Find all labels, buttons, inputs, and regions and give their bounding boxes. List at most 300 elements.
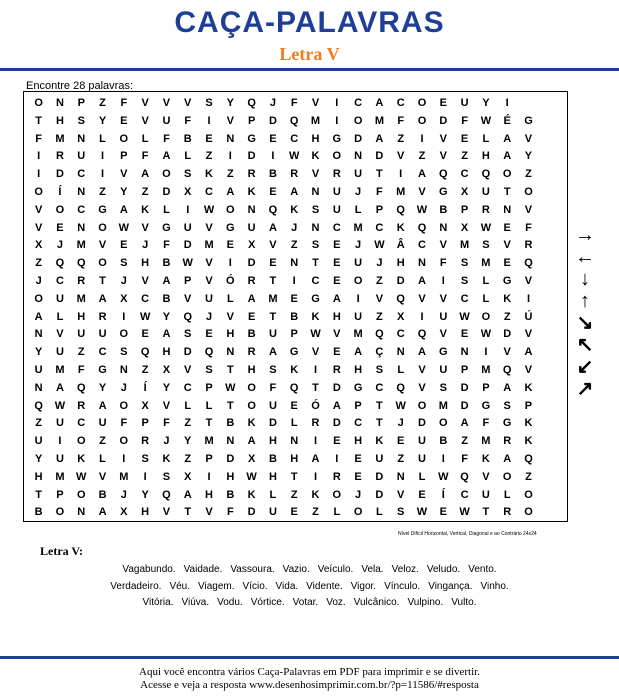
- grid-cell[interactable]: Z: [35, 257, 43, 270]
- grid-cell[interactable]: U: [268, 399, 277, 412]
- grid-cell[interactable]: S: [162, 470, 171, 483]
- grid-cell[interactable]: G: [332, 132, 342, 145]
- grid-cell[interactable]: I: [420, 132, 424, 145]
- grid-cell[interactable]: X: [184, 470, 192, 483]
- grid-cell[interactable]: R: [311, 417, 320, 430]
- grid-cell[interactable]: D: [418, 417, 426, 430]
- grid-cell[interactable]: D: [247, 506, 256, 519]
- grid-cell[interactable]: A: [311, 452, 320, 465]
- grid-cell[interactable]: E: [120, 239, 128, 252]
- grid-cell[interactable]: E: [503, 221, 511, 234]
- grid-cell[interactable]: B: [247, 328, 256, 341]
- grid-cell[interactable]: N: [311, 185, 320, 198]
- grid-cell[interactable]: V: [418, 292, 426, 305]
- grid-cell[interactable]: Y: [482, 97, 490, 109]
- grid-cell[interactable]: U: [354, 257, 363, 270]
- grid-cell[interactable]: E: [333, 346, 341, 359]
- grid-cell[interactable]: M: [481, 257, 491, 270]
- grid-cell[interactable]: K: [205, 168, 213, 181]
- grid-cell[interactable]: A: [98, 399, 107, 412]
- grid-cell[interactable]: N: [418, 257, 426, 270]
- grid-cell[interactable]: N: [77, 506, 86, 519]
- grid-cell[interactable]: M: [481, 363, 491, 376]
- grid-cell[interactable]: M: [353, 221, 363, 234]
- grid-cell[interactable]: A: [268, 221, 277, 234]
- grid-cell[interactable]: D: [183, 346, 192, 359]
- grid-cell[interactable]: M: [119, 470, 129, 483]
- grid-cell[interactable]: O: [119, 132, 129, 145]
- grid-cell[interactable]: J: [376, 257, 383, 270]
- grid-cell[interactable]: A: [162, 328, 171, 341]
- grid-cell[interactable]: E: [333, 274, 341, 287]
- grid-cell[interactable]: V: [162, 399, 171, 412]
- grid-cell[interactable]: Y: [98, 114, 107, 127]
- grid-cell[interactable]: N: [396, 346, 405, 359]
- grid-cell[interactable]: S: [460, 274, 469, 287]
- grid-cell[interactable]: D: [183, 239, 192, 252]
- grid-cell[interactable]: E: [269, 257, 277, 270]
- grid-cell[interactable]: W: [139, 310, 151, 323]
- grid-cell[interactable]: I: [101, 168, 105, 181]
- grid-cell[interactable]: E: [269, 185, 277, 198]
- grid-cell[interactable]: S: [375, 363, 384, 376]
- grid-cell[interactable]: L: [163, 203, 170, 216]
- grid-cell[interactable]: B: [290, 310, 299, 323]
- grid-cell[interactable]: Z: [461, 150, 468, 163]
- grid-cell[interactable]: V: [524, 328, 533, 341]
- grid-cell[interactable]: I: [101, 150, 105, 163]
- grid-cell[interactable]: W: [480, 328, 492, 341]
- grid-cell[interactable]: T: [226, 363, 234, 376]
- grid-cell[interactable]: L: [99, 132, 106, 145]
- grid-cell[interactable]: X: [247, 239, 256, 252]
- grid-cell[interactable]: G: [162, 221, 171, 234]
- grid-cell[interactable]: F: [77, 363, 85, 376]
- grid-cell[interactable]: S: [269, 363, 277, 376]
- grid-cell[interactable]: V: [418, 363, 426, 376]
- grid-cell[interactable]: L: [56, 310, 64, 323]
- grid-cell[interactable]: U: [439, 363, 448, 376]
- grid-cell[interactable]: N: [460, 346, 469, 359]
- grid-cell[interactable]: F: [141, 150, 149, 163]
- grid-cell[interactable]: I: [143, 470, 147, 483]
- grid-cell[interactable]: E: [205, 328, 213, 341]
- grid-cell[interactable]: W: [459, 310, 470, 323]
- grid-cell[interactable]: O: [34, 185, 43, 198]
- grid-cell[interactable]: U: [354, 310, 363, 323]
- grid-cell[interactable]: V: [98, 239, 107, 252]
- grid-cell[interactable]: O: [119, 328, 129, 341]
- grid-cell[interactable]: T: [205, 417, 213, 430]
- grid-cell[interactable]: Q: [183, 310, 192, 323]
- grid-cell[interactable]: G: [439, 185, 448, 198]
- grid-cell[interactable]: H: [268, 435, 277, 448]
- grid-cell[interactable]: V: [311, 97, 320, 109]
- grid-cell[interactable]: X: [141, 399, 149, 412]
- grid-cell[interactable]: Z: [99, 185, 106, 198]
- grid-cell[interactable]: E: [333, 435, 341, 448]
- grid-cell[interactable]: O: [353, 506, 363, 519]
- grid-cell[interactable]: G: [98, 203, 107, 216]
- grid-cell[interactable]: D: [439, 114, 448, 127]
- grid-cell[interactable]: A: [418, 168, 426, 181]
- grid-cell[interactable]: I: [420, 310, 424, 323]
- grid-cell[interactable]: G: [289, 346, 299, 359]
- grid-cell[interactable]: B: [226, 488, 235, 501]
- grid-cell[interactable]: N: [55, 97, 64, 109]
- grid-cell[interactable]: P: [354, 399, 362, 412]
- grid-cell[interactable]: C: [205, 185, 213, 198]
- grid-cell[interactable]: U: [332, 185, 341, 198]
- grid-cell[interactable]: T: [269, 274, 277, 287]
- grid-cell[interactable]: Y: [141, 488, 149, 501]
- grid-cell[interactable]: X: [247, 452, 256, 465]
- grid-cell[interactable]: M: [460, 239, 470, 252]
- grid-cell[interactable]: C: [375, 381, 384, 394]
- grid-cell[interactable]: U: [268, 328, 277, 341]
- grid-cell[interactable]: F: [376, 185, 383, 198]
- grid-cell[interactable]: L: [226, 292, 234, 305]
- grid-cell[interactable]: Y: [34, 452, 43, 465]
- grid-cell[interactable]: J: [120, 381, 127, 394]
- grid-cell[interactable]: A: [98, 292, 107, 305]
- grid-cell[interactable]: Q: [396, 203, 405, 216]
- grid-cell[interactable]: I: [122, 452, 126, 465]
- grid-cell[interactable]: K: [524, 381, 533, 394]
- grid-cell[interactable]: E: [333, 257, 341, 270]
- grid-cell[interactable]: L: [482, 274, 490, 287]
- grid-cell[interactable]: I: [37, 168, 41, 181]
- grid-cell[interactable]: E: [460, 328, 469, 341]
- grid-cell[interactable]: Z: [184, 452, 192, 465]
- grid-cell[interactable]: J: [56, 239, 63, 252]
- grid-cell[interactable]: N: [503, 203, 512, 216]
- grid-cell[interactable]: V: [524, 274, 533, 287]
- grid-cell[interactable]: S: [311, 239, 320, 252]
- grid-cell[interactable]: C: [77, 203, 86, 216]
- grid-cell[interactable]: G: [226, 221, 235, 234]
- grid-cell[interactable]: T: [290, 470, 298, 483]
- grid-cell[interactable]: P: [460, 363, 469, 376]
- grid-cell[interactable]: F: [439, 257, 447, 270]
- grid-cell[interactable]: Y: [226, 97, 234, 109]
- grid-cell[interactable]: I: [313, 363, 318, 376]
- grid-cell[interactable]: O: [76, 488, 86, 501]
- grid-cell[interactable]: D: [55, 168, 64, 181]
- grid-cell[interactable]: O: [439, 417, 448, 430]
- grid-cell[interactable]: U: [354, 168, 363, 181]
- grid-cell[interactable]: W: [76, 470, 87, 483]
- grid-cell[interactable]: Y: [120, 185, 128, 198]
- grid-cell[interactable]: Z: [397, 132, 405, 145]
- grid-cell[interactable]: L: [418, 470, 426, 483]
- grid-cell[interactable]: M: [268, 292, 278, 305]
- grid-cell[interactable]: M: [353, 328, 363, 341]
- grid-cell[interactable]: K: [290, 203, 299, 216]
- grid-cell[interactable]: G: [502, 417, 512, 430]
- grid-cell[interactable]: I: [399, 168, 403, 181]
- grid-cell[interactable]: O: [162, 168, 171, 181]
- grid-cell[interactable]: E: [205, 132, 213, 145]
- grid-cell[interactable]: E: [120, 114, 128, 127]
- grid-cell[interactable]: G: [353, 381, 363, 394]
- grid-cell[interactable]: A: [247, 435, 256, 448]
- grid-cell[interactable]: D: [247, 257, 256, 270]
- grid-cell[interactable]: V: [205, 221, 213, 234]
- grid-cell[interactable]: H: [77, 310, 86, 323]
- grid-cell[interactable]: O: [98, 257, 107, 270]
- grid-cell[interactable]: S: [205, 363, 213, 376]
- grid-cell[interactable]: I: [37, 150, 41, 163]
- grid-cell[interactable]: Y: [34, 346, 43, 359]
- grid-cell[interactable]: V: [439, 150, 447, 163]
- grid-cell[interactable]: V: [503, 239, 511, 252]
- grid-cell[interactable]: U: [439, 310, 448, 323]
- grid-cell[interactable]: K: [290, 363, 299, 376]
- grid-cell[interactable]: K: [247, 417, 256, 430]
- grid-cell[interactable]: S: [439, 381, 447, 394]
- grid-cell[interactable]: U: [332, 203, 341, 216]
- grid-cell[interactable]: R: [77, 274, 86, 287]
- grid-cell[interactable]: Q: [502, 363, 512, 376]
- grid-cell[interactable]: K: [141, 203, 150, 216]
- grid-cell[interactable]: C: [98, 346, 107, 359]
- grid-cell[interactable]: Q: [55, 257, 65, 270]
- grid-cell[interactable]: A: [183, 488, 192, 501]
- grid-cell[interactable]: U: [77, 150, 86, 163]
- grid-cell[interactable]: U: [205, 292, 213, 305]
- grid-cell[interactable]: E: [56, 221, 64, 234]
- grid-cell[interactable]: H: [396, 257, 405, 270]
- grid-cell[interactable]: S: [184, 168, 192, 181]
- grid-cell[interactable]: F: [461, 114, 468, 127]
- grid-cell[interactable]: A: [34, 310, 43, 323]
- grid-cell[interactable]: L: [482, 292, 490, 305]
- grid-cell[interactable]: I: [441, 274, 445, 287]
- grid-cell[interactable]: I: [313, 470, 318, 483]
- grid-cell[interactable]: V: [482, 470, 490, 483]
- grid-cell[interactable]: R: [503, 435, 512, 448]
- grid-cell[interactable]: U: [183, 221, 192, 234]
- grid-cell[interactable]: Q: [375, 328, 384, 341]
- grid-cell[interactable]: L: [333, 506, 341, 519]
- grid-cell[interactable]: C: [396, 328, 405, 341]
- grid-cell[interactable]: Ó: [226, 274, 235, 287]
- grid-cell[interactable]: V: [56, 328, 64, 341]
- grid-cell[interactable]: V: [184, 97, 192, 109]
- grid-cell[interactable]: K: [311, 488, 320, 501]
- grid-cell[interactable]: F: [525, 221, 532, 234]
- grid-cell[interactable]: E: [290, 399, 298, 412]
- grid-cell[interactable]: I: [335, 114, 339, 127]
- grid-cell[interactable]: F: [35, 132, 43, 145]
- grid-cell[interactable]: A: [375, 132, 384, 145]
- grid-cell[interactable]: O: [417, 399, 427, 412]
- grid-cell[interactable]: V: [141, 274, 149, 287]
- grid-cell[interactable]: X: [120, 506, 128, 519]
- grid-cell[interactable]: E: [439, 97, 447, 109]
- grid-cell[interactable]: F: [184, 114, 192, 127]
- grid-cell[interactable]: V: [269, 239, 277, 252]
- grid-cell[interactable]: O: [247, 381, 256, 394]
- grid-cell[interactable]: M: [374, 114, 384, 127]
- grid-cell[interactable]: V: [184, 292, 192, 305]
- grid-cell[interactable]: Z: [397, 452, 405, 465]
- grid-cell[interactable]: W: [225, 381, 236, 394]
- grid-cell[interactable]: P: [184, 274, 192, 287]
- grid-cell[interactable]: U: [418, 452, 426, 465]
- grid-cell[interactable]: A: [55, 381, 64, 394]
- grid-cell[interactable]: O: [524, 488, 533, 501]
- grid-cell[interactable]: V: [375, 292, 384, 305]
- grid-cell[interactable]: Â: [396, 239, 405, 252]
- grid-cell[interactable]: W: [438, 470, 449, 483]
- grid-cell[interactable]: N: [354, 150, 363, 163]
- grid-cell[interactable]: A: [247, 292, 256, 305]
- grid-cell[interactable]: R: [141, 435, 150, 448]
- grid-cell[interactable]: R: [98, 310, 107, 323]
- grid-cell[interactable]: E: [247, 310, 256, 323]
- grid-cell[interactable]: E: [418, 488, 426, 501]
- grid-cell[interactable]: V: [34, 221, 43, 234]
- grid-cell[interactable]: A: [418, 346, 426, 359]
- grid-cell[interactable]: I: [58, 435, 62, 448]
- grid-cell[interactable]: L: [503, 488, 511, 501]
- grid-cell[interactable]: W: [416, 506, 428, 519]
- grid-cell[interactable]: E: [397, 435, 405, 448]
- grid-cell[interactable]: Ç: [375, 346, 384, 359]
- grid-cell[interactable]: M: [310, 114, 321, 127]
- grid-cell[interactable]: Q: [162, 488, 171, 501]
- grid-cell[interactable]: C: [354, 97, 363, 109]
- grid-cell[interactable]: Q: [396, 381, 405, 394]
- grid-cell[interactable]: S: [311, 203, 320, 216]
- grid-cell[interactable]: D: [332, 381, 341, 394]
- grid-cell[interactable]: H: [247, 363, 256, 376]
- grid-cell[interactable]: Y: [98, 381, 107, 394]
- grid-cell[interactable]: N: [34, 381, 43, 394]
- grid-cell[interactable]: T: [482, 506, 490, 519]
- grid-cell[interactable]: A: [354, 346, 363, 359]
- grid-cell[interactable]: M: [204, 239, 214, 252]
- grid-cell[interactable]: I: [484, 346, 488, 359]
- grid-cell[interactable]: T: [376, 417, 383, 430]
- grid-cell[interactable]: A: [268, 346, 277, 359]
- grid-cell[interactable]: R: [77, 399, 86, 412]
- grid-cell[interactable]: A: [162, 150, 171, 163]
- grid-cell[interactable]: O: [502, 470, 512, 483]
- grid-cell[interactable]: E: [226, 239, 234, 252]
- grid-cell[interactable]: F: [397, 114, 405, 127]
- grid-cell[interactable]: V: [333, 328, 341, 341]
- grid-cell[interactable]: I: [335, 452, 339, 465]
- grid-cell[interactable]: I: [441, 452, 445, 465]
- grid-cell[interactable]: Z: [99, 435, 106, 448]
- grid-cell[interactable]: K: [311, 150, 320, 163]
- grid-cell[interactable]: Q: [268, 203, 278, 216]
- grid-cell[interactable]: V: [184, 363, 192, 376]
- grid-cell[interactable]: J: [269, 97, 276, 109]
- grid-cell[interactable]: D: [396, 274, 405, 287]
- grid-cell[interactable]: Z: [141, 363, 149, 376]
- grid-cell[interactable]: E: [354, 470, 362, 483]
- grid-cell[interactable]: Z: [418, 150, 426, 163]
- grid-cell[interactable]: F: [163, 239, 170, 252]
- grid-cell[interactable]: B: [226, 417, 235, 430]
- grid-cell[interactable]: J: [120, 274, 127, 287]
- grid-cell[interactable]: V: [311, 346, 320, 359]
- grid-cell[interactable]: Z: [525, 168, 532, 181]
- grid-cell[interactable]: A: [141, 168, 150, 181]
- grid-cell[interactable]: Q: [524, 452, 533, 465]
- grid-cell[interactable]: F: [461, 452, 468, 465]
- grid-cell[interactable]: N: [311, 221, 320, 234]
- grid-cell[interactable]: C: [311, 274, 320, 287]
- grid-cell[interactable]: P: [56, 488, 64, 501]
- grid-cell[interactable]: L: [269, 488, 277, 501]
- grid-cell[interactable]: O: [481, 310, 491, 323]
- grid-cell[interactable]: Z: [312, 506, 319, 519]
- grid-cell[interactable]: P: [482, 381, 490, 394]
- grid-cell[interactable]: J: [35, 274, 42, 287]
- grid-cell[interactable]: A: [503, 150, 512, 163]
- grid-cell[interactable]: M: [76, 292, 86, 305]
- grid-cell[interactable]: D: [247, 150, 256, 163]
- grid-cell[interactable]: M: [55, 363, 65, 376]
- grid-cell[interactable]: R: [332, 363, 341, 376]
- grid-cell[interactable]: W: [480, 114, 492, 127]
- grid-cell[interactable]: I: [207, 114, 211, 127]
- grid-cell[interactable]: V: [226, 310, 234, 323]
- grid-cell[interactable]: T: [312, 381, 319, 394]
- grid-cell[interactable]: I: [335, 97, 339, 109]
- grid-cell[interactable]: R: [503, 506, 512, 519]
- grid-cell[interactable]: V: [524, 363, 533, 376]
- grid-cell[interactable]: V: [439, 328, 447, 341]
- grid-cell[interactable]: H: [290, 452, 299, 465]
- grid-cell[interactable]: R: [247, 168, 256, 181]
- grid-cell[interactable]: Ú: [524, 310, 533, 323]
- grid-cell[interactable]: T: [99, 274, 106, 287]
- grid-cell[interactable]: N: [247, 203, 256, 216]
- grid-cell[interactable]: E: [141, 328, 149, 341]
- grid-cell[interactable]: K: [503, 292, 512, 305]
- grid-cell[interactable]: P: [120, 150, 128, 163]
- grid-cell[interactable]: R: [481, 203, 490, 216]
- grid-cell[interactable]: Q: [76, 381, 86, 394]
- grid-cell[interactable]: V: [141, 221, 149, 234]
- grid-cell[interactable]: P: [247, 114, 256, 127]
- grid-cell[interactable]: G: [98, 363, 107, 376]
- grid-cell[interactable]: L: [397, 363, 405, 376]
- grid-cell[interactable]: O: [247, 399, 256, 412]
- grid-cell[interactable]: K: [524, 435, 533, 448]
- grid-cell[interactable]: N: [290, 257, 299, 270]
- grid-cell[interactable]: R: [332, 470, 341, 483]
- grid-cell[interactable]: H: [141, 257, 150, 270]
- grid-cell[interactable]: A: [332, 292, 341, 305]
- grid-cell[interactable]: F: [482, 417, 490, 430]
- grid-cell[interactable]: D: [460, 399, 469, 412]
- grid-cell[interactable]: B: [439, 435, 448, 448]
- grid-cell[interactable]: N: [226, 132, 235, 145]
- grid-cell[interactable]: E: [503, 257, 511, 270]
- grid-cell[interactable]: J: [205, 310, 213, 323]
- grid-cell[interactable]: I: [207, 470, 211, 483]
- grid-cell[interactable]: Y: [184, 435, 192, 448]
- grid-cell[interactable]: E: [439, 506, 447, 519]
- grid-cell[interactable]: N: [77, 132, 86, 145]
